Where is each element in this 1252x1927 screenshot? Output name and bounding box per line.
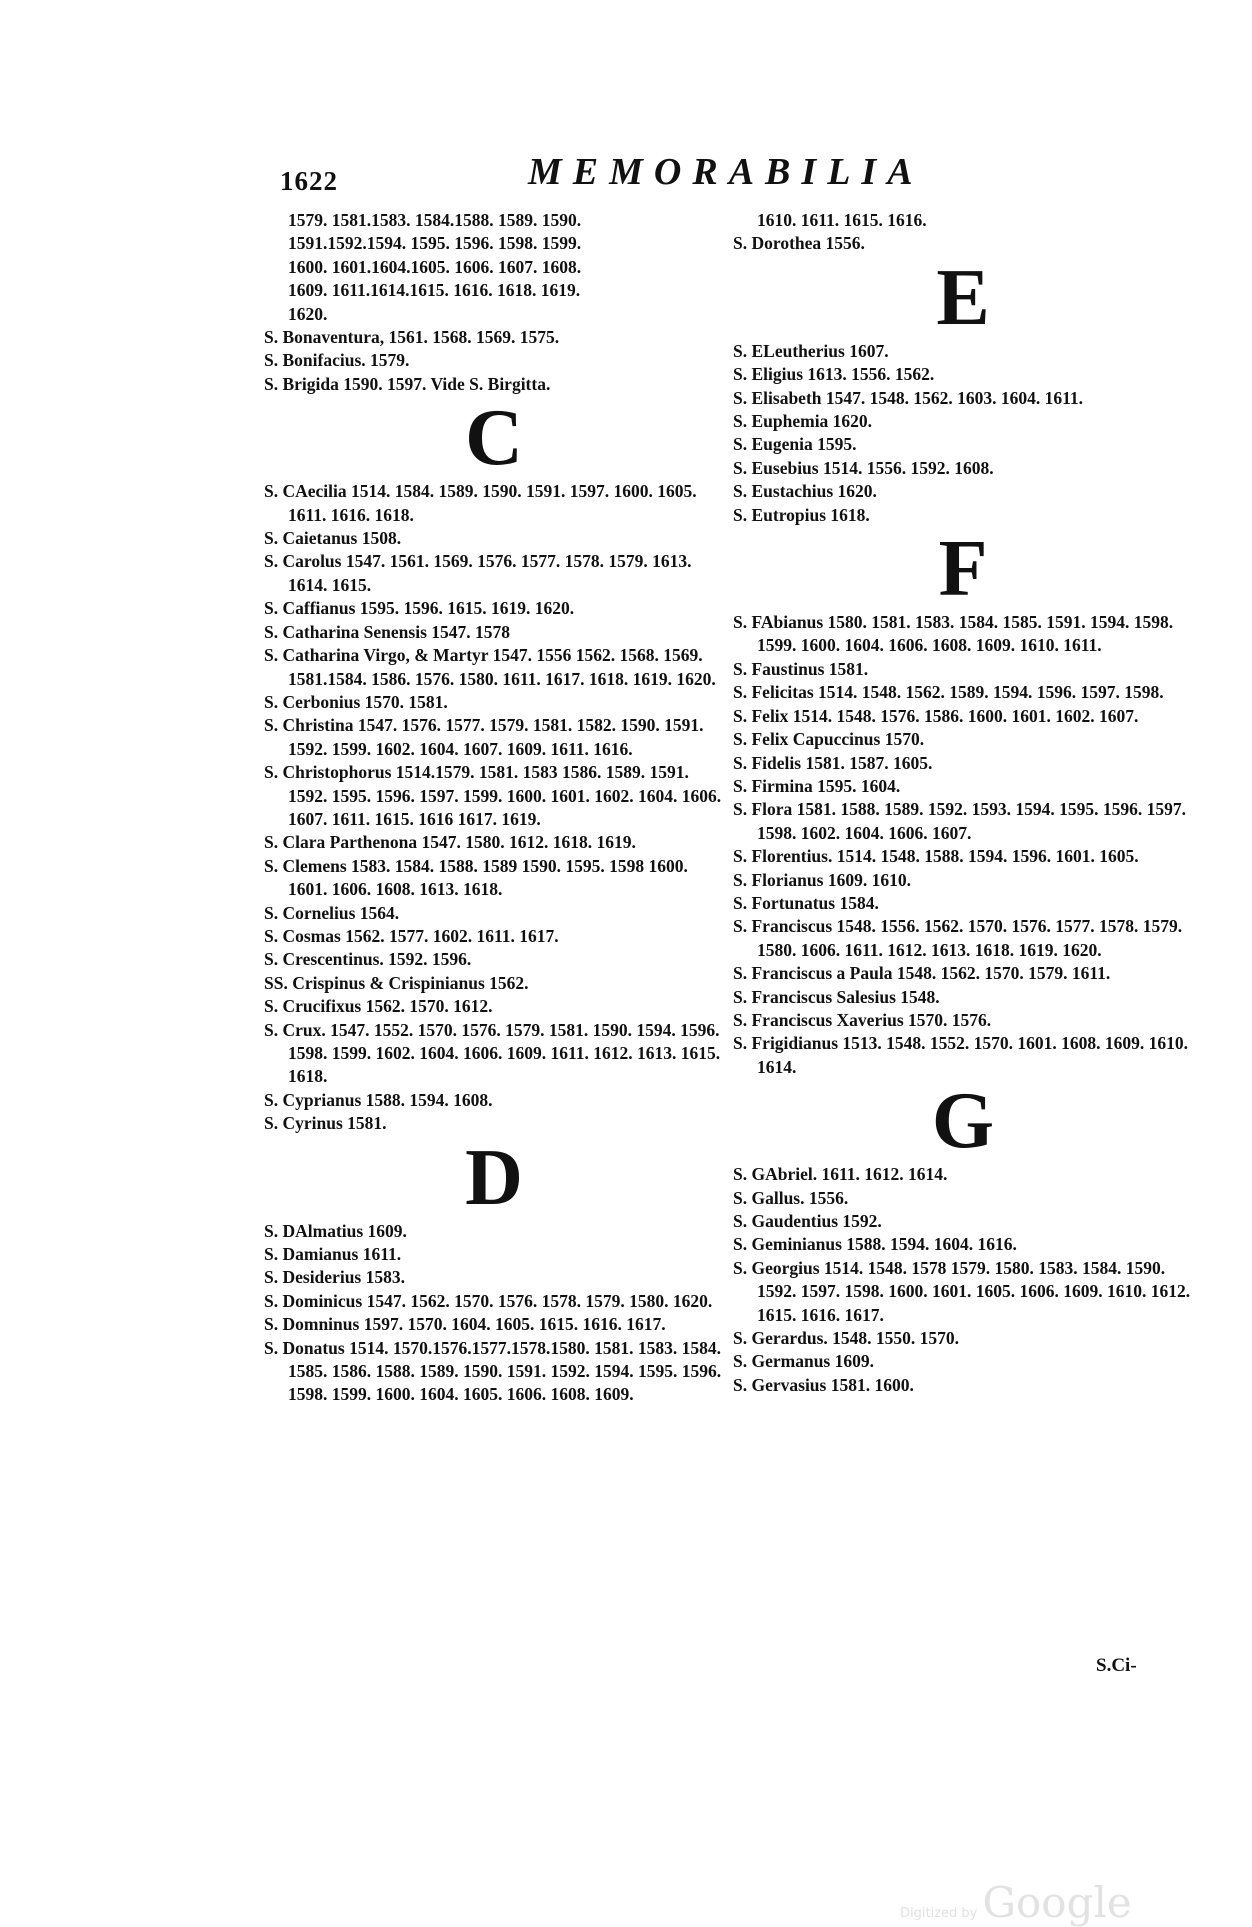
index-entry: S. DAlmatius 1609. (264, 1220, 407, 1241)
index-entry: S. Dominicus 1547. 1562. 1570. 1576. 1578. 1579. 1580. 1620. (264, 1290, 713, 1311)
index-entry: S. GAbriel. 1611. 1612. 1614. (733, 1164, 948, 1185)
index-entry: S. Cerbonius 1570. 1581. (264, 691, 448, 712)
section-letter-c: C (465, 394, 523, 483)
index-entry: S. Catharina Virgo, & Martyr 1547. 1556 1562. 1568. 1569. 1581.1584. 1586. 1576. 1580. 1611. 1617. 1618. 1619. 1620. (264, 645, 716, 689)
index-entry: S. Carolus 1547. 1561. 1569. 1576. 1577. 1578. 1579. 1613. 1614. 1615. (264, 551, 692, 595)
index-entry: S. Cyrinus 1581. (264, 1113, 387, 1134)
index-entry: S. Gervasius 1581. 1600. (733, 1374, 914, 1395)
index-entry: S. Florianus 1609. 1610. (733, 869, 911, 890)
index-entry: S. Franciscus a Paula 1548. 1562. 1570. 1579. 1611. (733, 963, 1111, 984)
index-entry: S. Gaudentius 1592. (733, 1211, 882, 1231)
continuation-block (264, 209, 724, 326)
index-entry: S. Crux. 1547. 1552. 1570. 1576. 1579. 1581. 1590. 1594. 1596. 1598. 1599. 1602. 1604. 1606. 1609. 1611. 1612. 1613. 1615. 1618. (264, 1019, 721, 1087)
index-entry: S. Donatus 1514. 1570.1576.1577.1578.1580. 1581. 1583. 1584. 1585. 1586. 1588. 1589. 1590. 1591. 1592. 1594. 1595. 1596. 1598. 1599. 1600. 1604. 1605. 1606. 1608. 1609. (264, 1337, 722, 1405)
section-letter-e: E (936, 253, 990, 342)
continuation-line: 1620. (288, 303, 328, 324)
index-entry: S. Cyprianus 1588. 1594. 1608. (264, 1089, 493, 1110)
index-entry: S. Euphemia 1620. (733, 411, 873, 432)
index-entry: S. Elisabeth 1547. 1548. 1562. 1603. 1604. 1611. (733, 387, 1084, 408)
index-entry: S. Florentius. 1514. 1548. 1588. 1594. 1596. 1601. 1605. (733, 846, 1139, 867)
index-entry: S. Christina 1547. 1576. 1577. 1579. 1581. 1582. 1590. 1591. 1592. 1599. 1602. 1604. 1607. 1609. 1611. 1616. (264, 715, 704, 759)
index-entry: S. Caietanus 1508. (264, 528, 402, 549)
index-entry: S. Bonaventura, 1561. 1568. 1569. 1575. (264, 327, 560, 348)
index-entry: S. Clemens 1583. 1584. 1588. 1589 1590. 1595. 1598 1600. 1601. 1606. 1608. 1613. 1618. (264, 855, 688, 900)
index-entry: S. Bonifacius. 1579. (264, 350, 410, 371)
index-entry: S. Brigida 1590. 1597. Vide S. Birgitta. (264, 373, 551, 394)
index-entry: S. Franciscus Salesius 1548. (733, 986, 940, 1007)
index-entry: S. Desiderius 1583. (264, 1267, 405, 1288)
continuation-line: 1610. 1611. 1615. 1616. (757, 210, 927, 230)
index-entry: S. Felicitas 1514. 1548. 1562. 1589. 1594. 1596. 1597. 1598. (733, 682, 1164, 703)
running-title: MEMORABILIA (528, 151, 924, 193)
index-entry: S. Frigidianus 1513. 1548. 1552. 1570. 1601. 1608. 1609. 1610. 1614. (733, 1033, 1189, 1077)
index-entry: S. Eugenia 1595. (733, 434, 857, 455)
google-logo: Google (982, 1878, 1132, 1927)
continuation-line: 1591.1592.1594. 1595. 1596. 1598. 1599. (288, 233, 582, 254)
continuation-line: 1609. 1611.1614.1615. 1616. 1618. 1619. (288, 280, 581, 301)
section-letter-d: D (465, 1133, 523, 1222)
index-entry: S. Franciscus Xaverius 1570. 1576. (733, 1009, 992, 1030)
digitized-watermark (900, 1878, 1132, 1927)
index-entry: S. Eustachius 1620. (733, 481, 877, 502)
index-entry: S. Dorothea 1556. (733, 233, 865, 254)
section-letter-f: F (938, 525, 988, 614)
index-entry: S. Flora 1581. 1588. 1589. 1592. 1593. 1594. 1595. 1596. 1597. 1598. 1602. 1604. 1606. 1607. (733, 799, 1187, 843)
index-entry: S. Franciscus 1548. 1556. 1562. 1570. 1576. 1577. 1578. 1579. 1580. 1606. 1611. 1612. 1613. 1618. 1619. 1620. (733, 916, 1183, 960)
index-entry: S. Fortunatus 1584. (733, 892, 879, 913)
index-entry: S. Domninus 1597. 1570. 1604. 1605. 1615. 1616. 1617. (264, 1314, 666, 1335)
page-number: 1622 (280, 166, 338, 196)
continuation-line: 1600. 1601.1604.1605. 1606. 1607. 1608. (288, 256, 582, 277)
index-entry: S. Damianus 1611. (264, 1244, 402, 1265)
index-entry: S. Crucifixus 1562. 1570. 1612. (264, 996, 493, 1017)
right-column (733, 209, 1193, 1397)
index-entry: S. Felix Capuccinus 1570. (733, 729, 925, 750)
index-entry: S. Eutropius 1618. (733, 504, 870, 525)
index-entry: S. Eusebius 1514. 1556. 1592. 1608. (733, 457, 994, 478)
index-entry: S. Germanus 1609. (733, 1351, 874, 1372)
index-entry: S. CAecilia 1514. 1584. 1589. 1590. 1591. 1597. 1600. 1605. 1611. 1616. 1618. (264, 481, 697, 525)
index-entry: S. Crescentinus. 1592. 1596. (264, 949, 472, 970)
watermark-label: Digitized by (900, 1906, 978, 1921)
index-entry: S. Felix 1514. 1548. 1576. 1586. 1600. 1601. 1602. 1607. (733, 705, 1139, 726)
index-entry: S. Catharina Senensis 1547. 1578 (264, 621, 511, 642)
index-entry: S. Cosmas 1562. 1577. 1602. 1611. 1617. (264, 925, 559, 946)
index-entry: S. Eligius 1613. 1556. 1562. (733, 364, 935, 385)
index-entry: S. Clara Parthenona 1547. 1580. 1612. 1618. 1619. (264, 832, 636, 853)
index-entry: S. Faustinus 1581. (733, 658, 869, 679)
catchword: S.Ci- (1096, 1655, 1137, 1676)
index-entry: S. Georgius 1514. 1548. 1578 1579. 1580. 1583. 1584. 1590. 1592. 1597. 1598. 1600. 1601. 1605. 1606. 1609. 1610. 1612. 1615. 1616. 1617. (733, 1257, 1191, 1325)
index-entry: S. ELeutherius 1607. (733, 340, 889, 361)
index-entry: S. Christophorus 1514.1579. 1581. 1583 1586. 1589. 1591. 1592. 1595. 1596. 1597. 1599. 1600. 1601. 1602. 1604. 1606. 1607. 1611. 1615. 1616 1617. 1619. (264, 762, 722, 829)
index-entry: S. Fidelis 1581. 1587. 1605. (733, 752, 933, 773)
index-entry: S. Gerardus. 1548. 1550. 1570. (733, 1328, 960, 1349)
index-entry: S. Cornelius 1564. (264, 902, 400, 923)
index-entry: S. FAbianus 1580. 1581. 1583. 1584. 1585. 1591. 1594. 1598. 1599. 1600. 1604. 1606. 1608. 1609. 1610. 1611. (733, 612, 1174, 656)
continuation-line: 1579. 1581.1583. 1584.1588. 1589. 1590. (288, 210, 582, 230)
left-column (264, 209, 724, 1407)
index-entry: S. Geminianus 1588. 1594. 1604. 1616. (733, 1234, 1017, 1255)
index-entry: SS. Crispinus & Crispinianus 1562. (264, 972, 529, 993)
index-entry: S. Gallus. 1556. (733, 1187, 849, 1208)
section-letter-g: G (931, 1077, 995, 1166)
index-entry: S. Caffianus 1595. 1596. 1615. 1619. 1620. (264, 598, 575, 619)
index-entry: S. Firmina 1595. 1604. (733, 775, 901, 796)
